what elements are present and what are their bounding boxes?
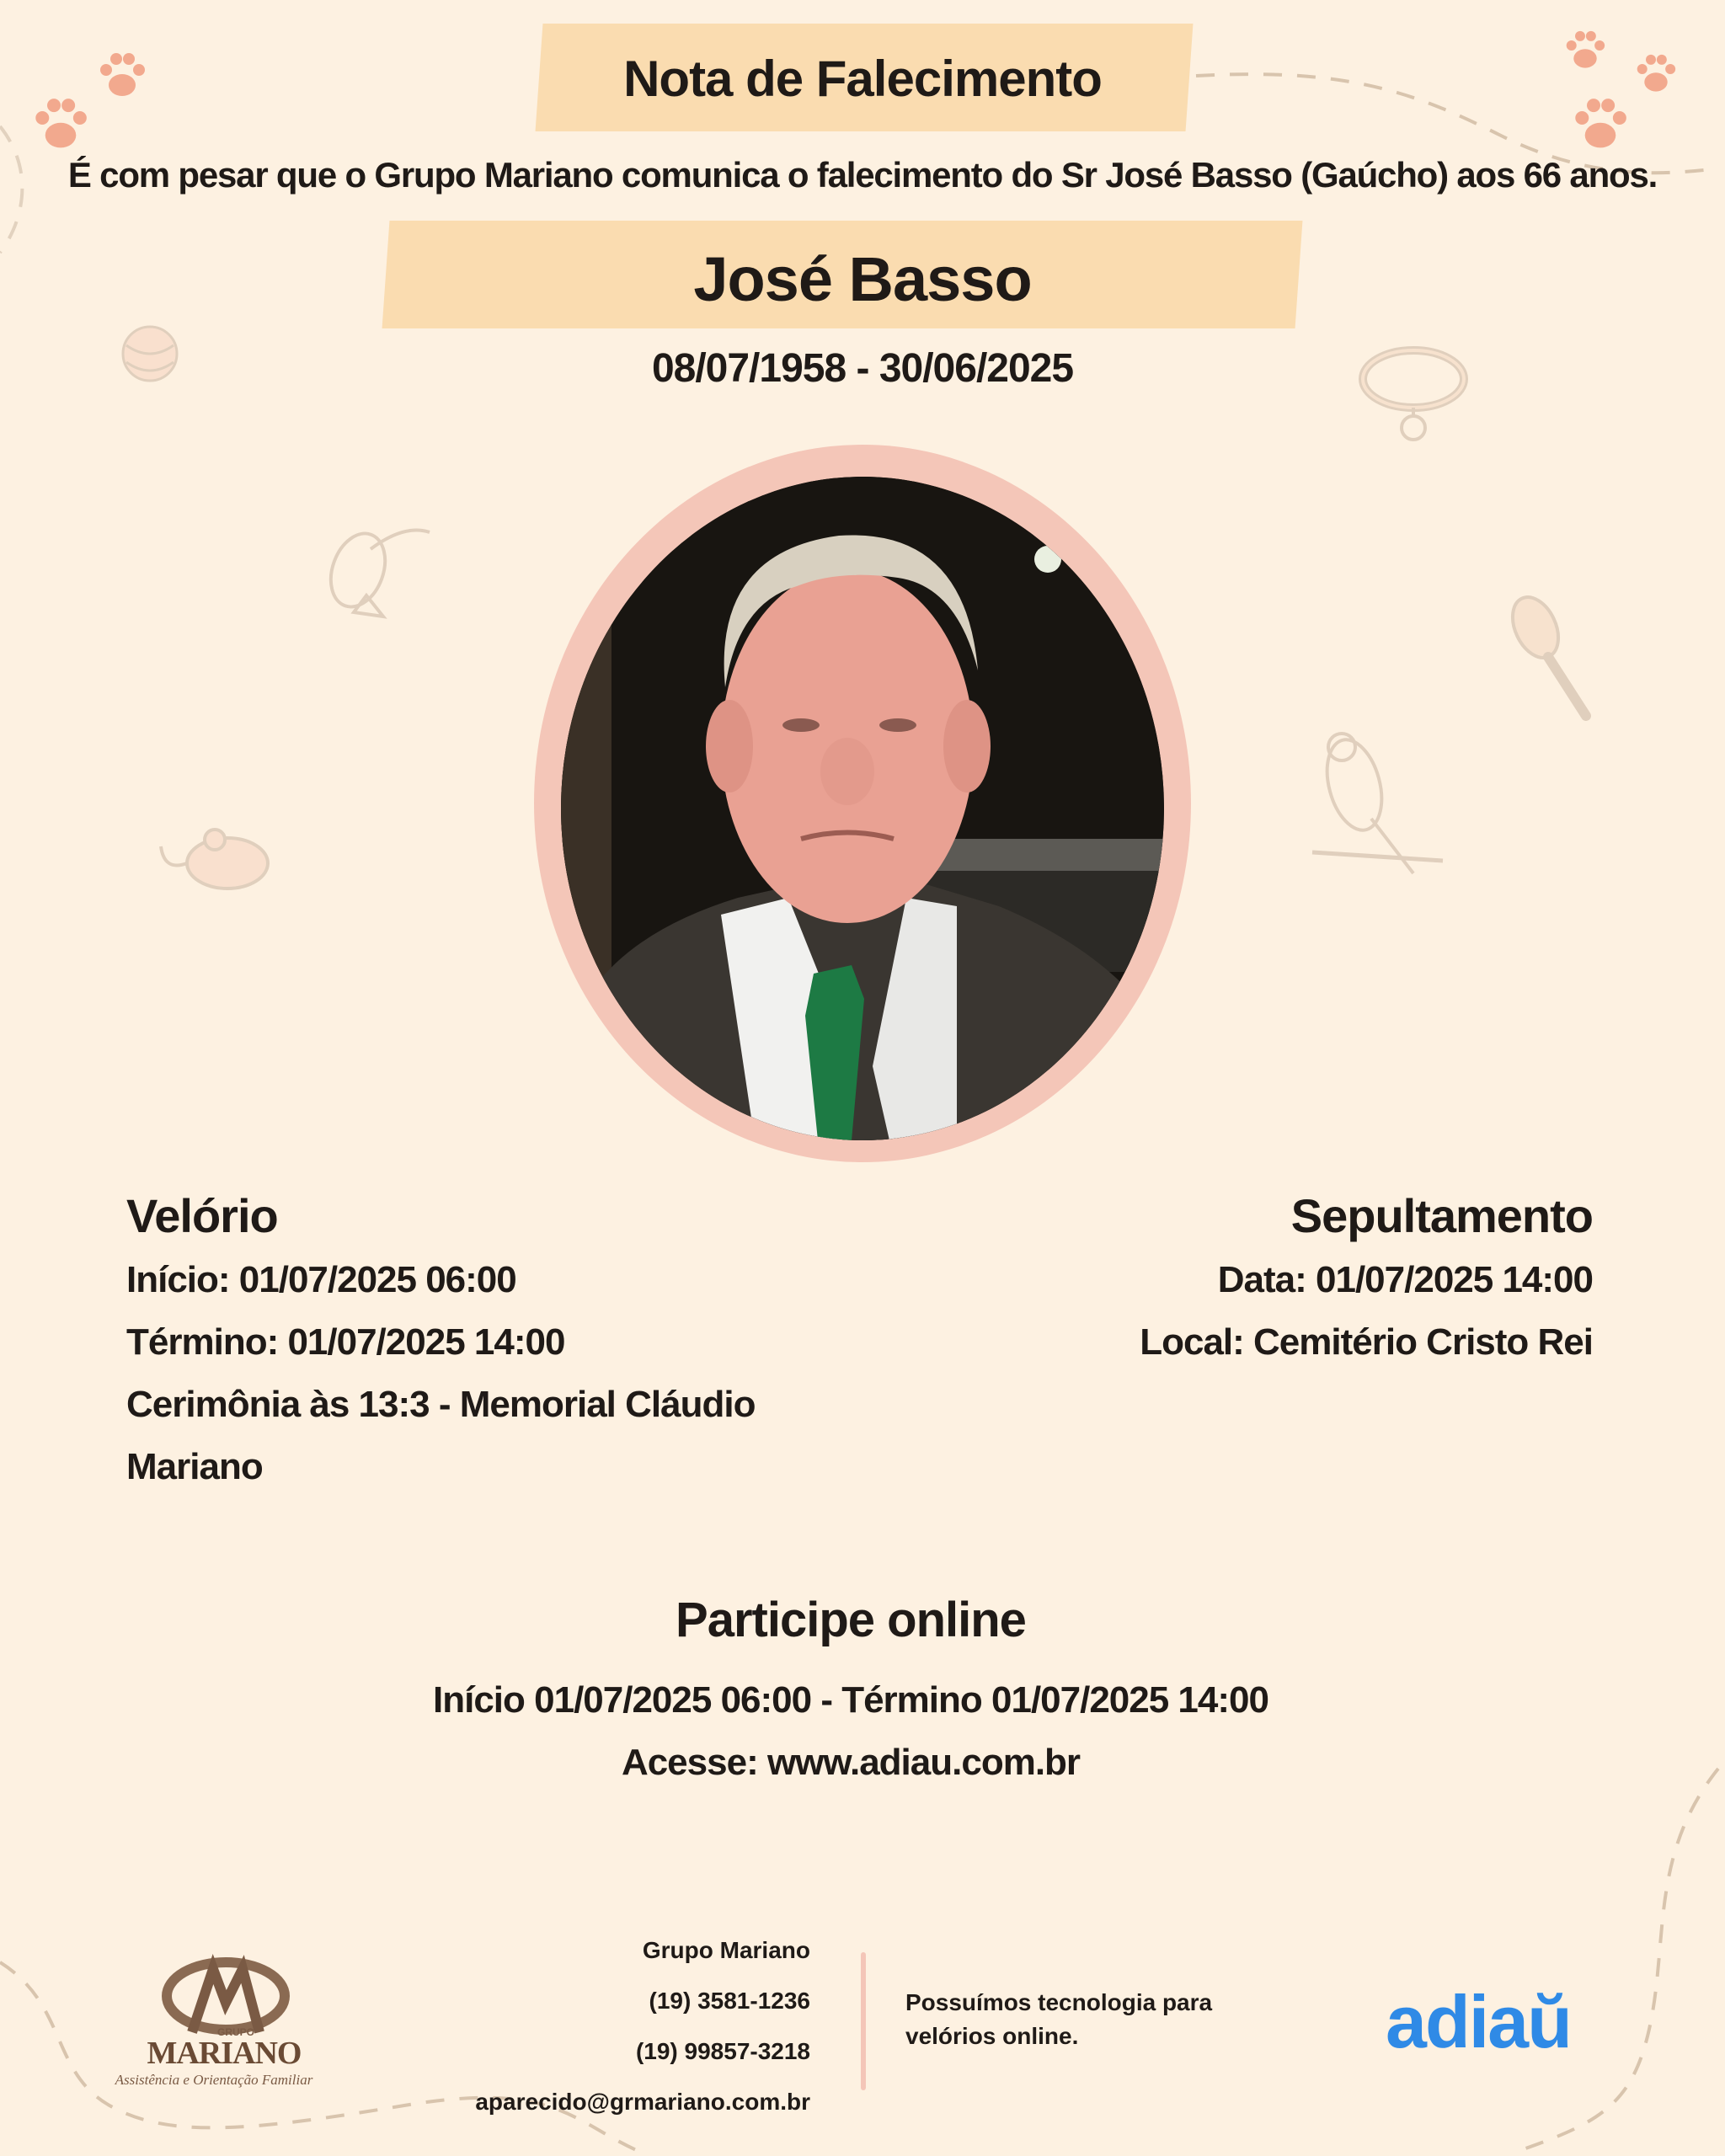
velorio-title: Velório bbox=[126, 1189, 278, 1242]
phone-1[interactable]: (19) 3581-1236 bbox=[649, 1988, 810, 2014]
sepultamento-data: Data: 01/07/2025 14:00 bbox=[1217, 1259, 1593, 1300]
mouse-toy-icon bbox=[156, 821, 282, 897]
sepultamento-local: Local: Cemitério Cristo Rei bbox=[1140, 1321, 1593, 1363]
fish-toy-icon bbox=[320, 515, 438, 625]
adiau-logo[interactable] bbox=[1386, 1979, 1571, 2065]
deceased-name: José Basso bbox=[693, 244, 1032, 314]
deceased-photo bbox=[561, 477, 1164, 1140]
logo-grupo-text: GRUPO bbox=[217, 2026, 255, 2038]
velorio-cerimonia: Cerimônia às 13:3 - Memorial Cláudio bbox=[126, 1384, 756, 1425]
velorio-inicio: Início: 01/07/2025 06:00 bbox=[126, 1259, 516, 1300]
sepultamento-section bbox=[1140, 1183, 1593, 1374]
velorio-section bbox=[126, 1183, 755, 1498]
footer-divider bbox=[861, 1952, 866, 2090]
phone-2[interactable]: (19) 99857-3218 bbox=[635, 2038, 810, 2064]
logo-mariano-text: MARIANO bbox=[147, 2036, 302, 2071]
grupo-mariano-logo bbox=[99, 1952, 328, 2095]
adiau-logo-text: adiaŭ bbox=[1386, 1980, 1571, 2063]
online-title: Participe online bbox=[676, 1593, 1026, 1647]
online-access-link[interactable]: Acesse: www.adiau.com.br bbox=[621, 1742, 1081, 1783]
online-period: Início 01/07/2025 06:00 - Término 01/07/2025 14:00 bbox=[433, 1679, 1268, 1721]
life-dates: 08/07/1958 - 30/06/2025 bbox=[651, 346, 1074, 391]
announcement-text: É com pesar que o Grupo Mariano comunica o falecimento do Sr José Basso (Gaúcho) aos 66 anos. bbox=[67, 155, 1658, 195]
portrait-illustration bbox=[561, 477, 1164, 1140]
footer-contact bbox=[475, 1925, 810, 2127]
company-name: Grupo Mariano bbox=[642, 1937, 810, 1963]
page-title: Nota de Falecimento bbox=[623, 51, 1102, 107]
velorio-termino: Término: 01/07/2025 14:00 bbox=[126, 1321, 565, 1363]
velorio-cerimonia-cont: Mariano bbox=[126, 1446, 263, 1487]
parakeet-icon bbox=[1304, 726, 1447, 894]
logo-tagline: Assistência e Orientação Familiar bbox=[115, 2072, 313, 2088]
brush-icon bbox=[1506, 590, 1599, 724]
sepultamento-title: Sepultamento bbox=[1290, 1189, 1593, 1242]
email-link[interactable]: aparecido@grmariano.com.br bbox=[475, 2089, 810, 2115]
tech-info-text: Possuímos tecnologia para velórios online. bbox=[905, 1989, 1213, 2049]
